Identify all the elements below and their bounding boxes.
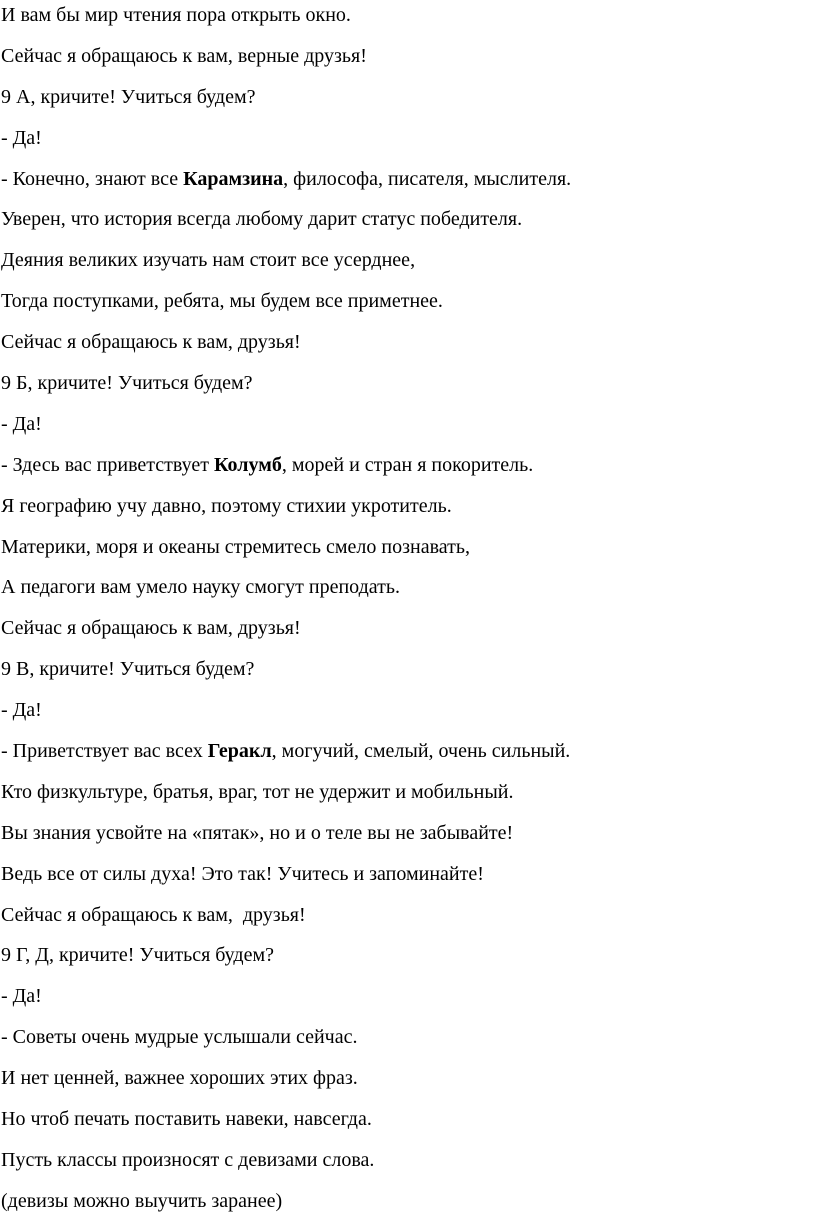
text-line [1, 248, 811, 289]
line-text: Пусть классы произносят с девизами слова. [1, 1148, 375, 1171]
line-text: Сейчас я обращаюсь к вам, верные друзья! [1, 44, 367, 67]
line-text: (девизы можно выучить заранее) [1, 1189, 283, 1212]
text-line [1, 412, 811, 453]
line-text: 9 Б, кричите! Учиться будем? [1, 372, 253, 395]
text-line [1, 371, 811, 412]
text-line [1, 44, 811, 85]
text-line [1, 739, 811, 780]
line-text: - Конечно, знают все [1, 167, 184, 190]
line-text: - Да! [1, 126, 42, 149]
line-text: Уверен, что история всегда любому дарит статус победителя. [1, 208, 523, 231]
line-text: , морей и стран я покоритель. [281, 453, 534, 476]
line-text: 9 В, кричите! Учиться будем? [1, 658, 255, 681]
name-karamzin: Карамзина [183, 167, 284, 190]
line-text: И вам бы мир чтения пора открыть окно. [1, 4, 351, 26]
line-text: Материки, моря и океаны стремитесь смело познавать, [1, 535, 470, 558]
text-line [1, 821, 811, 862]
line-text: Тогда поступками, ребята, мы будем все приметнее. [1, 290, 443, 313]
text-line [1, 657, 811, 698]
line-text: Я географию учу давно, поэтому стихии укротитель. [1, 494, 452, 517]
text-line [1, 330, 811, 371]
text-line [1, 167, 811, 208]
line-text: Но чтоб печать поставить навеки, навсегда. [1, 1108, 372, 1131]
line-text: 9 А, кричите! Учиться будем? [1, 85, 256, 108]
text-line [1, 207, 811, 248]
line-text: - Советы очень мудрые услышали сейчас. [1, 1026, 358, 1049]
line-text: Кто физкультуре, братья, враг, тот не удержит и мобильный. [1, 780, 514, 803]
text-line [1, 535, 811, 576]
text-line [1, 1107, 811, 1148]
text-line [1, 494, 811, 535]
text-line [1, 616, 811, 657]
name-heracles: Геракл [207, 740, 272, 763]
document-body [1, 0, 811, 1230]
text-line [1, 862, 811, 903]
text-line [1, 943, 811, 984]
text-line [1, 3, 811, 44]
line-text: - Да! [1, 985, 42, 1008]
line-text: - Здесь вас приветствует [1, 453, 214, 476]
line-text: 9 Г, Д, кричите! Учиться будем? [1, 944, 275, 967]
text-line [1, 1148, 811, 1189]
text-line [1, 698, 811, 739]
line-text: А педагоги вам умело науку смогут преподать. [1, 576, 400, 599]
line-text: Сейчас я обращаюсь к вам, друзья! [1, 903, 306, 926]
text-line [1, 903, 811, 944]
line-text: - Да! [1, 699, 42, 722]
text-line [1, 1025, 811, 1066]
text-line [1, 575, 811, 616]
name-columbus: Колумб [214, 453, 282, 476]
line-text: И нет ценней, важнее хороших этих фраз. [1, 1067, 358, 1090]
text-line [1, 453, 811, 494]
line-text: , могучий, смелый, очень сильный. [271, 740, 571, 763]
text-line [1, 289, 811, 330]
line-text: Сейчас я обращаюсь к вам, друзья! [1, 331, 301, 354]
text-line [1, 1189, 811, 1230]
text-line [1, 984, 811, 1025]
line-text: Сейчас я обращаюсь к вам, друзья! [1, 617, 301, 640]
text-line [1, 1066, 811, 1107]
text-line [1, 126, 811, 167]
line-text: Вы знания усвойте на «пятак», но и о теле вы не забывайте! [1, 821, 514, 844]
line-text: - Приветствует вас всех [1, 740, 208, 763]
text-line [1, 85, 811, 126]
line-text: - Да! [1, 412, 42, 435]
line-text: Деяния великих изучать нам стоит все усерднее, [1, 249, 416, 272]
text-line [1, 780, 811, 821]
line-text: Ведь все от силы духа! Это так! Учитесь и запоминайте! [1, 862, 484, 885]
line-text: , философа, писателя, мыслителя. [283, 167, 572, 190]
